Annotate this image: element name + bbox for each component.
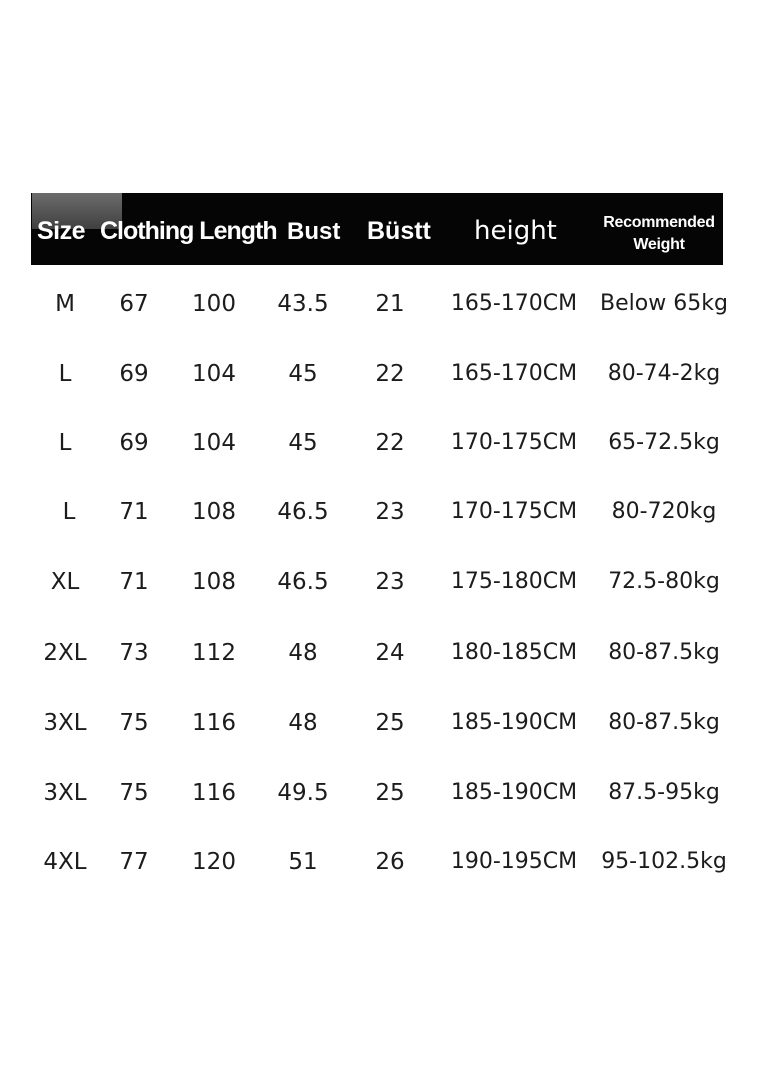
header-recommended-weight	[602, 212, 716, 256]
cell-height: 165-170CM	[450, 291, 578, 316]
header-weight-line1: Recommended	[603, 214, 715, 231]
table-row	[0, 703, 784, 743]
cell-size: L	[58, 430, 72, 456]
cell-height: 170-175CM	[450, 499, 578, 524]
cell-clothing-length: 112	[192, 640, 236, 666]
cell-bustt: 23	[375, 569, 405, 595]
cell-bustt: 22	[375, 430, 405, 456]
cell-size: L	[58, 361, 72, 387]
cell-length: 75	[119, 710, 149, 736]
table-row	[0, 284, 784, 324]
cell-clothing-length: 108	[192, 569, 236, 595]
cell-length: 69	[119, 361, 149, 387]
cell-height: 185-190CM	[450, 710, 578, 735]
table-row	[0, 842, 784, 882]
cell-size: XL	[50, 569, 80, 595]
cell-size: 2XL	[43, 640, 87, 666]
cell-clothing-length: 108	[192, 499, 236, 525]
table-row	[0, 562, 784, 602]
cell-bust: 46.5	[277, 569, 329, 595]
cell-size: M	[55, 291, 75, 317]
cell-size: 3XL	[43, 710, 87, 736]
cell-bustt: 23	[375, 499, 405, 525]
cell-clothing-length: 116	[192, 710, 236, 736]
cell-bustt: 25	[375, 710, 405, 736]
cell-bust: 51	[288, 849, 318, 875]
cell-length: 71	[119, 569, 149, 595]
cell-size: 3XL	[43, 780, 87, 806]
table-row	[0, 773, 784, 813]
cell-clothing-length: 120	[192, 849, 236, 875]
cell-length: 71	[119, 499, 149, 525]
cell-weight: Below 65kg	[600, 291, 728, 316]
cell-length: 73	[119, 640, 149, 666]
cell-bustt: 25	[375, 780, 405, 806]
cell-weight: 80-87.5kg	[608, 710, 720, 735]
header-bust: Bust	[287, 218, 341, 245]
table-row	[0, 354, 784, 394]
cell-clothing-length: 104	[192, 430, 236, 456]
cell-bust: 46.5	[277, 499, 329, 525]
cell-weight: 80-87.5kg	[608, 640, 720, 665]
cell-bustt: 26	[375, 849, 405, 875]
cell-weight: 80-720kg	[611, 499, 717, 524]
cell-length: 77	[119, 849, 149, 875]
cell-bust: 49.5	[277, 780, 329, 806]
cell-clothing-length: 116	[192, 780, 236, 806]
table-row	[0, 423, 784, 463]
cell-size: L	[62, 499, 76, 525]
cell-height: 180-185CM	[450, 640, 578, 665]
cell-bust: 48	[288, 640, 318, 666]
cell-height: 165-170CM	[450, 361, 578, 386]
cell-bust: 45	[288, 430, 318, 456]
cell-height: 170-175CM	[450, 430, 578, 455]
cell-weight: 87.5-95kg	[608, 780, 720, 805]
cell-bustt: 22	[375, 361, 405, 387]
cell-clothing-length: 100	[192, 291, 236, 317]
cell-bust: 48	[288, 710, 318, 736]
cell-length: 67	[119, 291, 149, 317]
table-row	[0, 492, 784, 532]
cell-bust: 45	[288, 361, 318, 387]
cell-weight: 72.5-80kg	[608, 569, 720, 594]
cell-height: 175-180CM	[450, 569, 578, 594]
cell-size: 4XL	[43, 849, 87, 875]
table-row	[0, 633, 784, 673]
cell-bustt: 24	[375, 640, 405, 666]
header-weight-line2: Weight	[633, 236, 685, 253]
cell-bust: 43.5	[277, 291, 329, 317]
cell-weight: 95-102.5kg	[601, 849, 727, 874]
cell-bustt: 21	[375, 291, 405, 317]
cell-length: 75	[119, 780, 149, 806]
header-size: Size	[37, 217, 86, 245]
header-height: height	[474, 216, 557, 246]
cell-height: 185-190CM	[450, 780, 578, 805]
cell-weight: 65-72.5kg	[608, 430, 720, 455]
cell-weight: 80-74-2kg	[607, 361, 721, 386]
cell-height: 190-195CM	[450, 849, 578, 874]
header-bustt: Büstt	[367, 217, 431, 245]
cell-clothing-length: 104	[192, 361, 236, 387]
cell-length: 69	[119, 430, 149, 456]
header-clothing-length: Clothing Length	[100, 217, 277, 245]
